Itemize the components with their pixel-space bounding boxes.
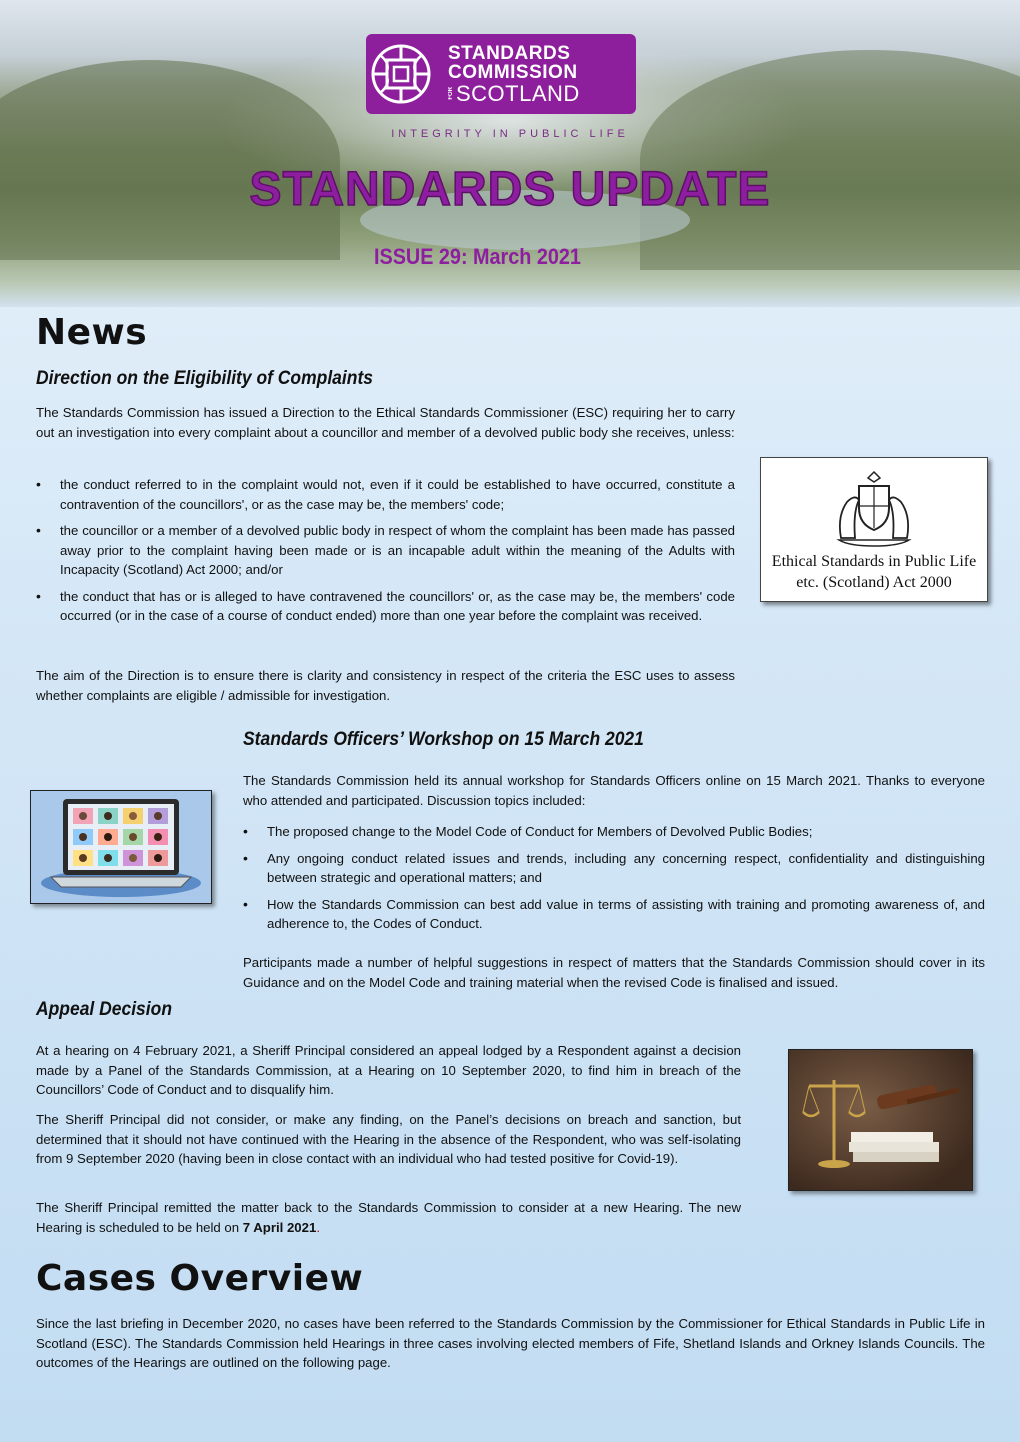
direction-bullets xyxy=(36,475,735,633)
scales-gavel-icon xyxy=(789,1050,972,1190)
list-item: • The proposed change to the Model Code of Conduct for Members of Devolved Public Bodies; xyxy=(243,822,985,842)
landscape-hill-left xyxy=(0,60,340,260)
appeal-para-3 xyxy=(36,1198,741,1237)
laptop-video-call-image xyxy=(30,790,212,904)
direction-heading: Direction on the Eligibility of Complaints xyxy=(36,368,373,389)
laptop-icon xyxy=(31,791,211,903)
workshop-closing: Participants made a number of helpful suggestions in respect of matters that the Standards Commission should cover in its Guidance and on the Model Code and training material when the revised Code is finalised and issued. xyxy=(243,955,985,990)
workshop-intro: The Standards Commission held its annual workshop for Standards Officers online on 15 March 2021. Thanks to everyone who attended and participated. Discussion topics included: xyxy=(243,773,985,808)
appeal-heading: Appeal Decision xyxy=(36,999,173,1020)
logo-wordmark xyxy=(448,44,580,105)
list-item: • How the Standards Commission can best add value in terms of assisting with training and promoting awareness of, and adherence to, the Codes of Conduct. xyxy=(243,895,985,934)
issue-label: ISSUE 29: March 2021 xyxy=(374,244,581,269)
act-image xyxy=(760,457,988,602)
tagline: INTEGRITY IN PUBLIC LIFE xyxy=(391,128,629,140)
royal-crest-icon xyxy=(829,468,919,548)
list-item: • the conduct referred to in the complaint would not, even if it could be established to have occurred, constitute a contravention of the councillors', or as the case may be, the members' code; xyxy=(36,475,735,514)
appeal-para-1: At a hearing on 4 February 2021, a Sheriff Principal considered an appeal lodged by a Respondent against a decision made by a Panel of the Standards Commission, at a Hearing on 10 September 2020, to find him in breach of the Councillors’ Code of Conduct and to disqualify him. xyxy=(36,1043,741,1097)
celtic-knot-icon xyxy=(366,34,436,114)
appeal-para-2: The Sheriff Principal did not consider, or make any finding, on the Panel’s decisions on breach and sanction, but determined that it should not have continued with the Hearing in the absence of the Respondent, who was self-isolating from 9 September 2020 (having been in close contact with an individual who had tested positive for Covid-19). xyxy=(36,1112,741,1166)
appeal-hearing-date: 7 April 2021 xyxy=(242,1219,317,1235)
workshop-bullets xyxy=(243,822,985,941)
logo-line-3: SCOTLAND xyxy=(456,80,580,106)
page-title: STANDARDS UPDATE xyxy=(249,163,771,216)
workshop-heading: Standards Officers’ Workshop on 15 March 2021 xyxy=(243,729,644,750)
appeal-para-3-end: . xyxy=(316,1219,320,1235)
appeal-para-3-text: The Sheriff Principal remitted the matter back to the Standards Commission to consider at a new Hearing. The new Hearing is scheduled to be held on xyxy=(36,1200,741,1235)
direction-intro: The Standards Commission has issued a Direction to the Ethical Standards Commissioner (ESC) requiring her to carry out an investigation into every complaint about a councillor and member of a devolved public body she receives, unless: xyxy=(36,405,735,440)
landscape-hill-right xyxy=(640,50,1020,270)
direction-closing: The aim of the Direction is to ensure there is clarity and consistency in respect of the criteria the ESC uses to assess whether complaints are eligible / admissible for investigation. xyxy=(36,668,735,703)
logo-line-1: STANDARDS xyxy=(448,42,571,64)
cases-heading: Cases Overview xyxy=(36,1258,364,1299)
gavel-scales-image xyxy=(788,1049,973,1191)
header-banner xyxy=(0,0,1020,307)
cases-text: Since the last briefing in December 2020, no cases have been referred to the Standards Commission by the Commissioner for Ethical Standards in Public Life in Scotland (ESC). The Standards Commission held Hearings in three cases involving elected members of Fife, Shetland Islands and Orkney Islands Councils. The outcomes of the Hearings are outlined on the following page. xyxy=(36,1316,985,1370)
list-item: • the councillor or a member of a devolved public body in respect of whom the complaint has been made has passed away prior to the complaint having been made or is an incapable adult within the meaning of the Adults with Incapacity (Scotland) Act 2000; and/or xyxy=(36,521,735,580)
list-item: • Any ongoing conduct related issues and trends, including any concerning respect, confidentiality and distinguishing between strategic and operational matters; and xyxy=(243,849,985,888)
logo-line-2: COMMISSION xyxy=(448,61,578,83)
logo-for: FOR xyxy=(448,87,454,100)
list-item: • the conduct that has or is alleged to have contravened the councillors' or, as the case may be, the members' code occurred (or in the case of a course of conduct ended) more than one year before the complaint was received. xyxy=(36,587,735,626)
news-heading: News xyxy=(36,312,148,353)
act-caption: Ethical Standards in Public Life etc. (Scotland) Act 2000 xyxy=(771,553,977,591)
logo xyxy=(366,34,636,114)
